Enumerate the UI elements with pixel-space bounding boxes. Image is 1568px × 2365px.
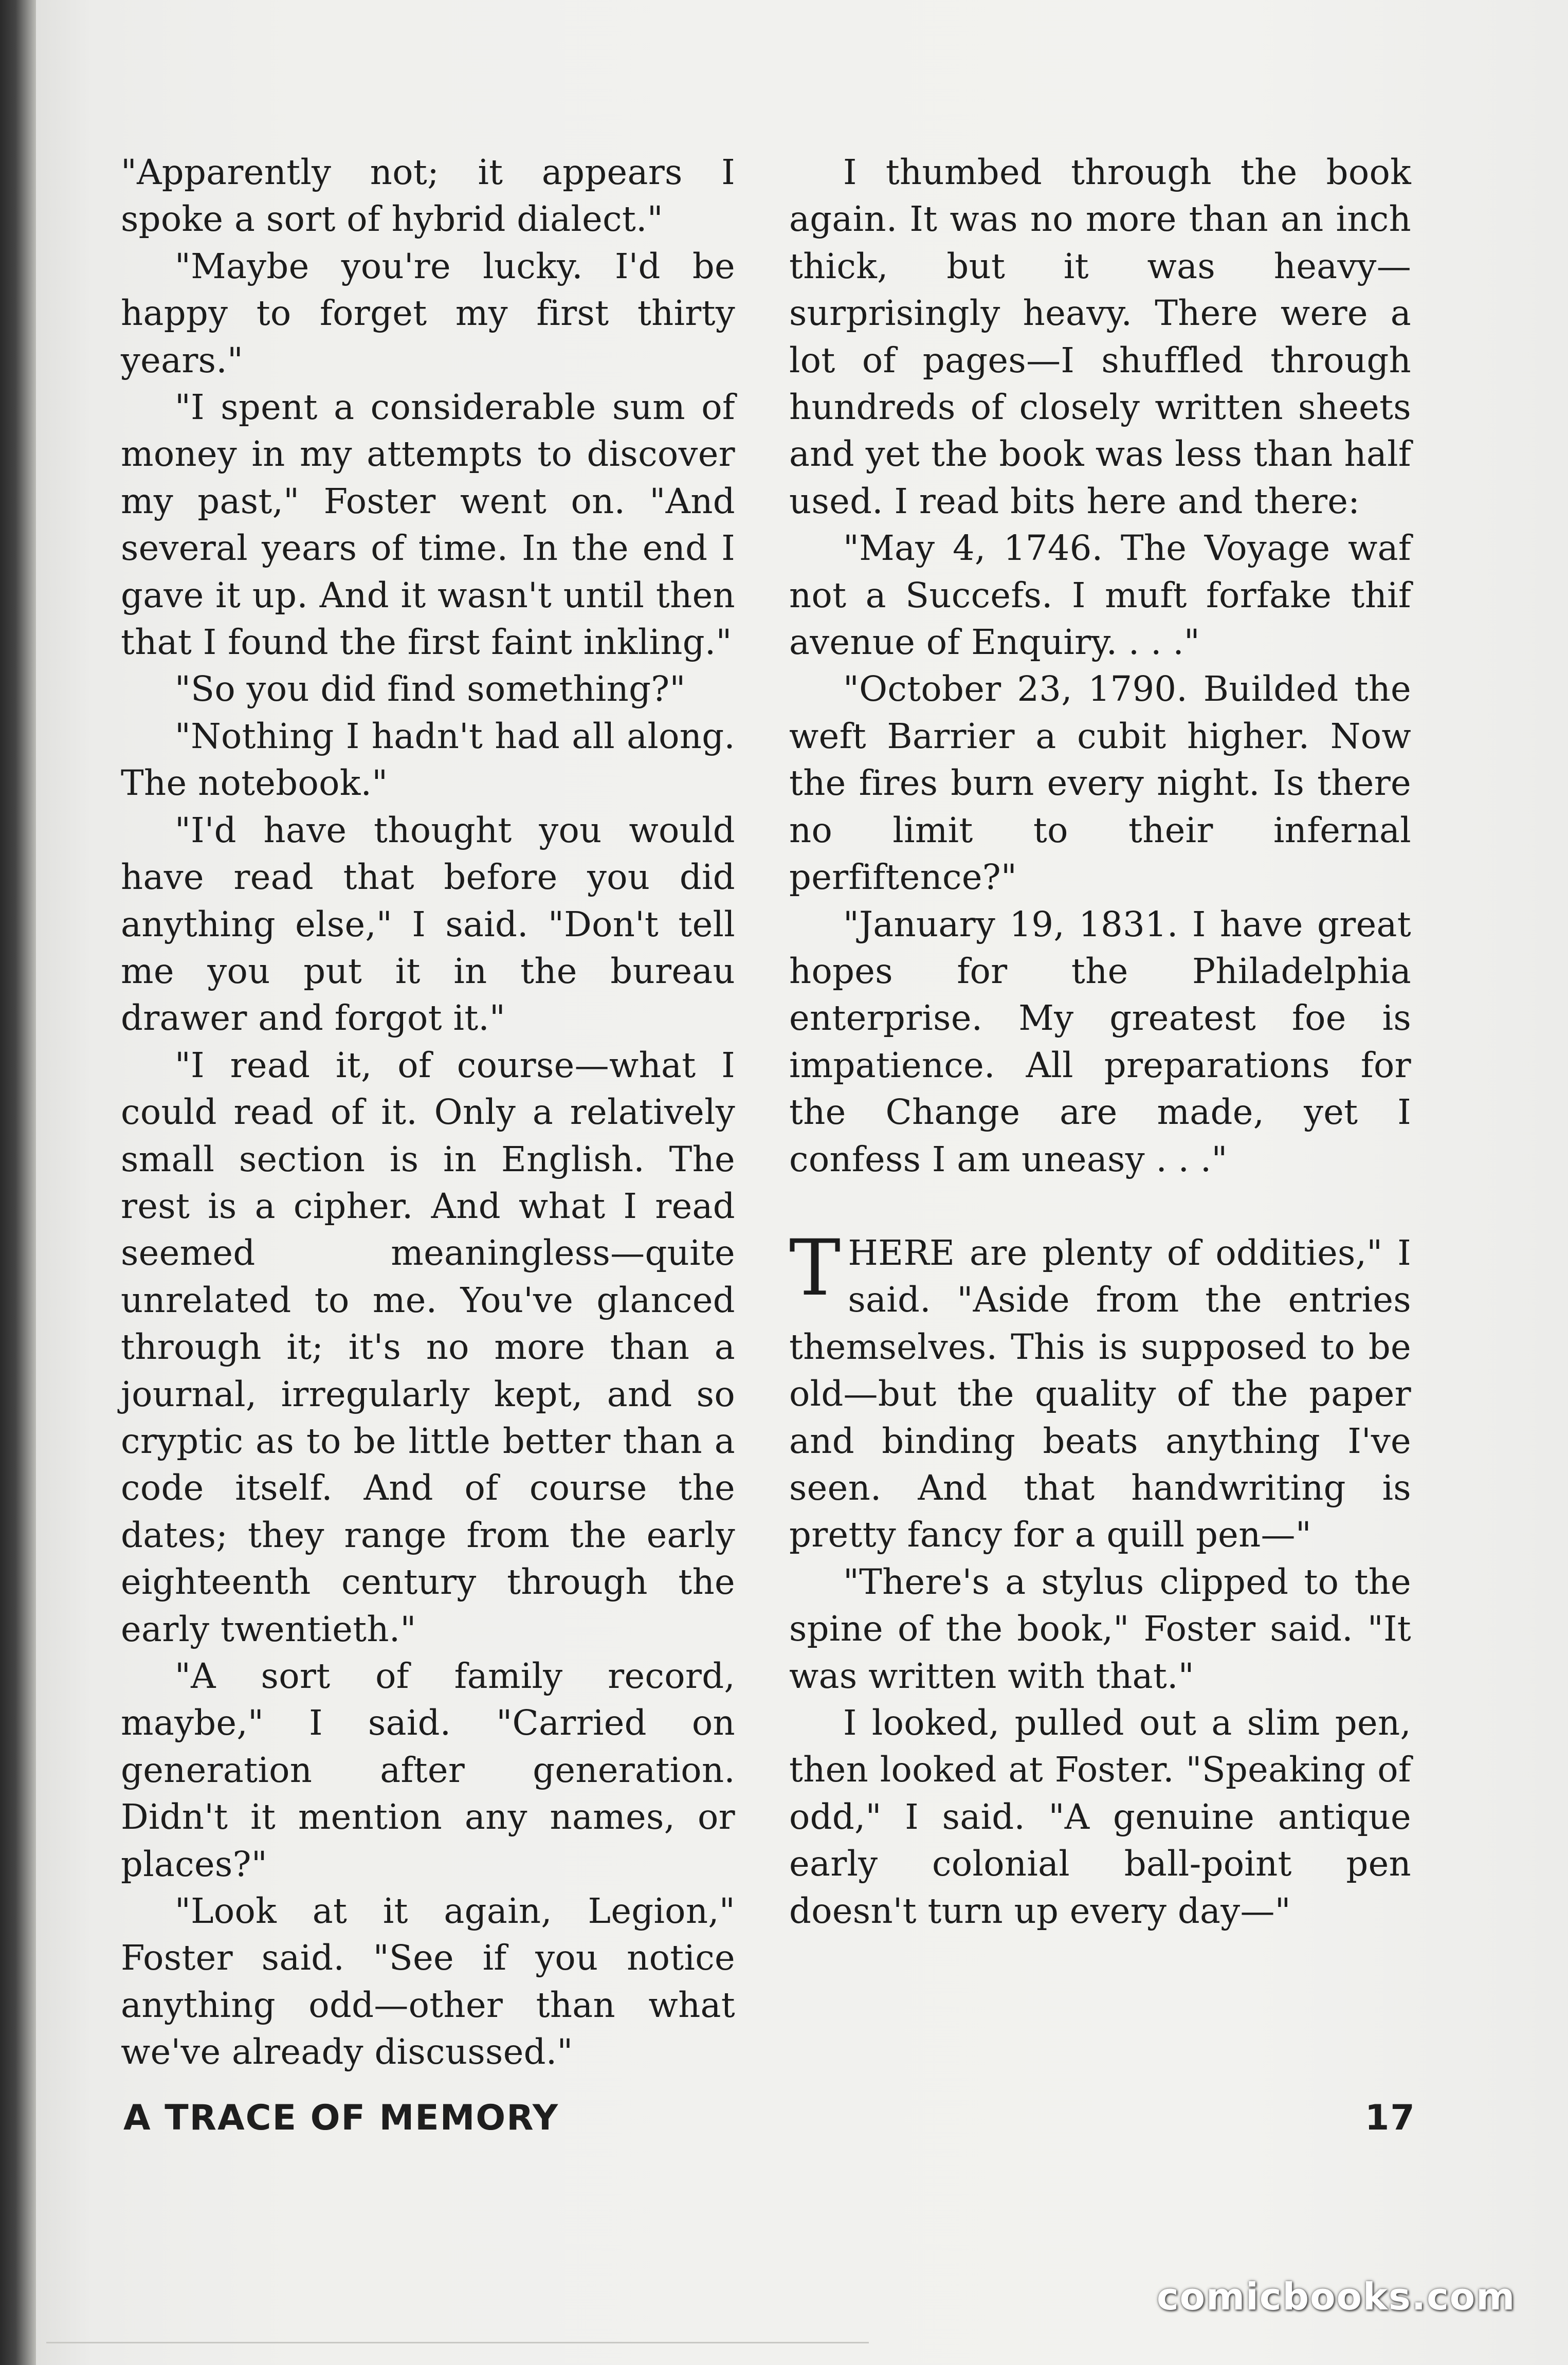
paragraph-with-dropcap [789,1223,1411,1559]
running-footer-title: A TRACE OF MEMORY [123,2098,559,2138]
paragraph: "A sort of family record, maybe," I said. "Carried on generation after generation. Didn't it mention any names, or places?" [121,1656,735,1884]
watermark: comicbooks.com [1157,2275,1516,2318]
journal-entry: "October 23, 1790. Builded the weft Barrier a cubit higher. Now the fires burn every night. Is there no limit to their infernal perfiftence?" [789,669,1411,898]
page-edge-line [46,2342,869,2343]
paragraph: "I spent a considerable sum of money in my attempts to discover my past," Foster went on. "And several years of time. In the end I gave it up. And it wasn't until then that I found the first faint inkling." [121,387,735,663]
right-column [789,149,1411,1935]
paragraph: "So you did find something?" [175,669,686,710]
paragraph: "Nothing I hadn't had all along. The notebook." [121,716,735,804]
section-break [789,1183,1411,1230]
paragraph: "Look at it again, Legion," Foster said. "See if you notice anything odd—other than what we've already discussed." [121,1891,735,2072]
paragraph: "Maybe you're lucky. I'd be happy to forget my first thirty years." [121,246,735,380]
paragraph: I thumbed through the book again. It was no more than an inch thick, but it was heavy—surprisingly heavy. There were a lot of pages—I shuffled through hundreds of closely written sheets and yet the book was less than half used. I read bits here and there: [789,152,1411,521]
paragraph: "Apparently not; it appears I spoke a sort of hybrid dialect." [121,152,735,240]
drop-cap: T [789,1223,841,1313]
journal-entry: "January 19, 1831. I have great hopes for the Philadelphia enterprise. My greatest foe is impatience. All preparations for the Change are made, yet I confess I am uneasy . . ." [789,904,1411,1179]
paragraph: "I'd have thought you would have read that before you did anything else," I said. "Don't tell me you put it in the bureau drawer and forgot it." [121,810,735,1039]
spine-shadow [0,0,36,2365]
paragraph: I looked, pulled out a slim pen, then looked at Foster. "Speaking of odd," I said. "A genuine antique early colonial ball-point pen doesn't turn up every day—" [789,1703,1411,1931]
paragraph: "I read it, of course—what I could read of it. Only a relatively small section is in English. The rest is a cipher. And what I read seemed meaningless—quite unrelated to me. You've glanced through it; it's no more than a journal, irregularly kept, and so cryptic as to be little better than a code itself. And of course the dates; they range from the early eighteenth century through the early twentieth." [121,1045,735,1649]
page-number: 17 [1365,2098,1416,2138]
paragraph: "There's a stylus clipped to the spine of the book," Foster said. "It was written with that." [789,1561,1411,1696]
journal-entry: "May 4, 1746. The Voyage waf not a Succefs. I muft forfake thif avenue of Enquiry. . . ." [789,528,1411,663]
left-column [121,149,735,2076]
paragraph-text: HERE are plenty of oddities," I said. "Aside from the entries themselves. This is supposed to be old—but the quality of the paper and binding beats anything I've seen. And that handwriting is pretty fancy for a quill pen—" [789,1232,1411,1555]
